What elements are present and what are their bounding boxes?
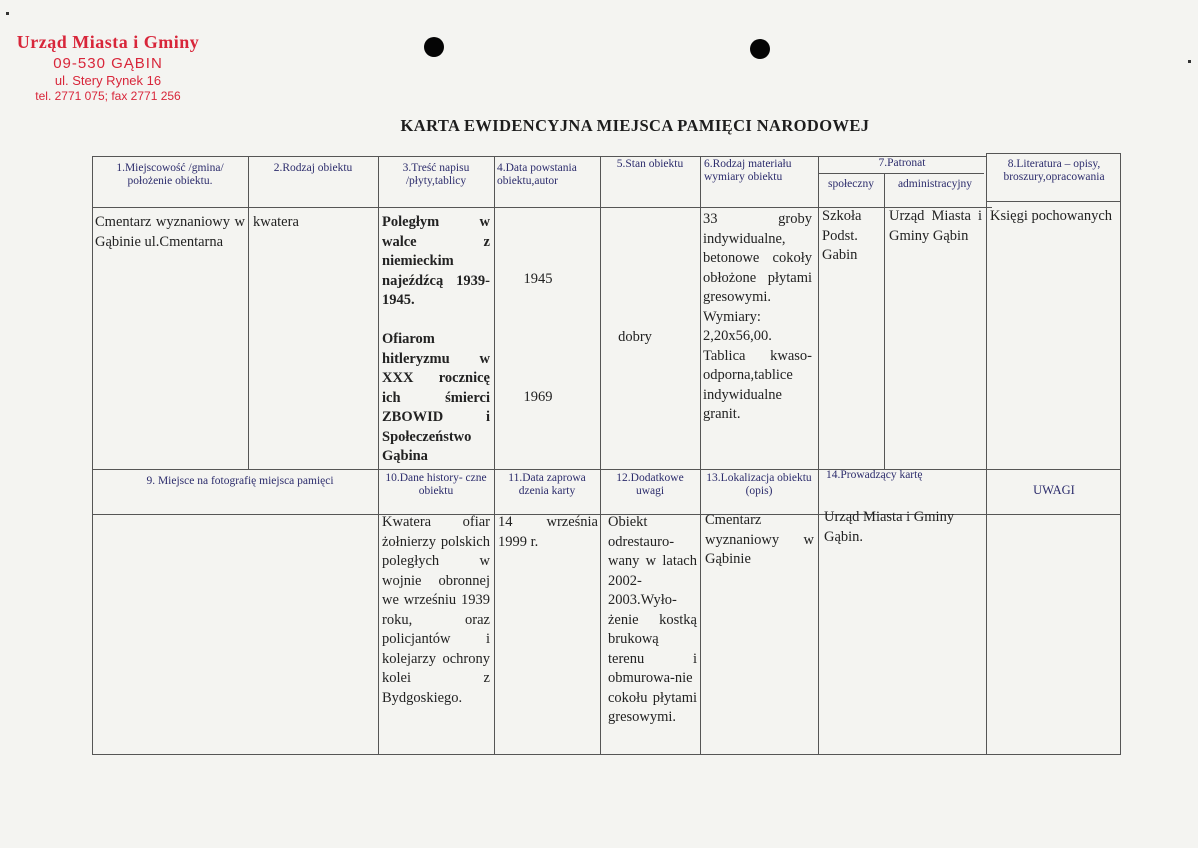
- object-type-cell: kwatera: [253, 214, 299, 230]
- column-header: 12.Dodatkowe uwagi: [616, 472, 684, 497]
- stamp-line: Urząd Miasta i Gminy: [16, 32, 200, 52]
- column-header: 7.Patronat: [878, 157, 926, 169]
- inscription-cell: Poległym w walce z niemieckim najeźdźcą 1939-1945.: [382, 214, 490, 308]
- notes-cell: Obiekt odrestauro-wany w latach 2002-2003.Wyło-żenie kostką brukową terenu i obmurowa-nie cokołu płytami gresowymi.: [608, 514, 697, 725]
- stamp-line: ul. Stery Rynek 16: [54, 73, 162, 88]
- column-divider: [884, 173, 885, 469]
- patron-admin-cell: Urząd Miasta i Gminy Gąbin: [889, 208, 982, 244]
- card-date-cell: 14 września 1999 r.: [498, 514, 598, 550]
- scan-speck: [6, 12, 9, 15]
- material-cell: 33 groby indywidualne, betonowe cokoły obłożone płytami gresowymi. Wymiary: 2,20x56,00. Tablica kwaso-odporna,tablice indywidualne granit.: [703, 211, 812, 422]
- column-subheader: społeczny: [828, 178, 874, 190]
- column-header: 9. Miejsce na fotografię miejsca pamięci: [146, 475, 334, 487]
- header-divider: [987, 201, 1121, 202]
- date-cell: 1945: [523, 271, 553, 287]
- column-header: 3.Treść napisu /płyty,tablicy: [402, 162, 470, 187]
- punch-hole: [750, 39, 770, 59]
- punch-hole: [424, 37, 444, 57]
- page-title: KARTA EWIDENCYJNA MIEJSCA PAMIĘCI NARODOWEJ: [400, 116, 870, 135]
- column-header: 2.Rodzaj obiektu: [273, 162, 353, 174]
- stamp-line: tel. 2771 075; fax 2771 256: [35, 89, 181, 103]
- column-divider: [494, 156, 495, 754]
- column-divider: [986, 153, 987, 754]
- scan-speck: [1188, 60, 1191, 63]
- location-desc-cell: Cmentarz wyznaniowy w Gąbinie: [705, 512, 814, 567]
- column-header: 1.Miejscowość /gmina/ położenie obiektu.: [116, 162, 224, 187]
- patron-social-cell: Szkoła Podst. Gabin: [822, 208, 862, 263]
- keeper-cell: Urząd Miasta i Gminy Gąbin.: [824, 509, 955, 545]
- inscription-cell: Ofiarom hitleryzmu w XXX rocznicę ich śmierci ZBOWID i Społeczeństwo Gąbina: [382, 331, 490, 464]
- column-divider: [700, 156, 701, 754]
- table-border-left: [92, 156, 93, 754]
- location-cell: Cmentarz wyznaniowy w Gąbinie ul.Cmentarna: [95, 214, 245, 250]
- office-stamp: [8, 32, 208, 103]
- table-border-bottom: [92, 754, 1121, 755]
- column-divider: [818, 156, 819, 754]
- condition-cell: dobry: [618, 329, 652, 345]
- patronat-divider: [818, 173, 984, 174]
- column-header: 13.Lokalizacja obiektu (opis): [706, 472, 812, 497]
- column-header: 6.Rodzaj materiału wymiary obiektu: [704, 158, 792, 183]
- date-cell: 1969: [523, 389, 553, 405]
- table-border-top: [987, 153, 1121, 154]
- column-header: 11.Data zaprowa dzenia karty: [508, 472, 586, 497]
- column-divider: [378, 156, 379, 754]
- stamp-line: 09-530 GĄBIN: [53, 55, 163, 72]
- column-header: 8.Literatura – opisy, broszury,opracowania: [1003, 158, 1105, 183]
- column-header: 4.Data powstania obiektu,autor: [497, 162, 577, 187]
- column-header: 14.Prowadzący kartę: [826, 469, 923, 481]
- history-cell: Kwatera ofiar żołnierzy polskich poległych w wojnie obronnej we wrześniu 1939 roku, oraz policjantów i kolejarzy ochrony kolei z Bydgoskiego.: [382, 514, 490, 706]
- literature-cell: Księgi pochowanych: [990, 208, 1113, 224]
- column-header: 5.Stan obiektu: [616, 158, 684, 170]
- column-divider: [248, 156, 249, 469]
- column-header: 10.Dane history- czne obiektu: [385, 472, 487, 497]
- table-border-right: [1120, 153, 1121, 754]
- column-divider: [600, 156, 601, 754]
- column-subheader: administracyjny: [897, 178, 973, 190]
- column-header: UWAGI: [1033, 483, 1075, 497]
